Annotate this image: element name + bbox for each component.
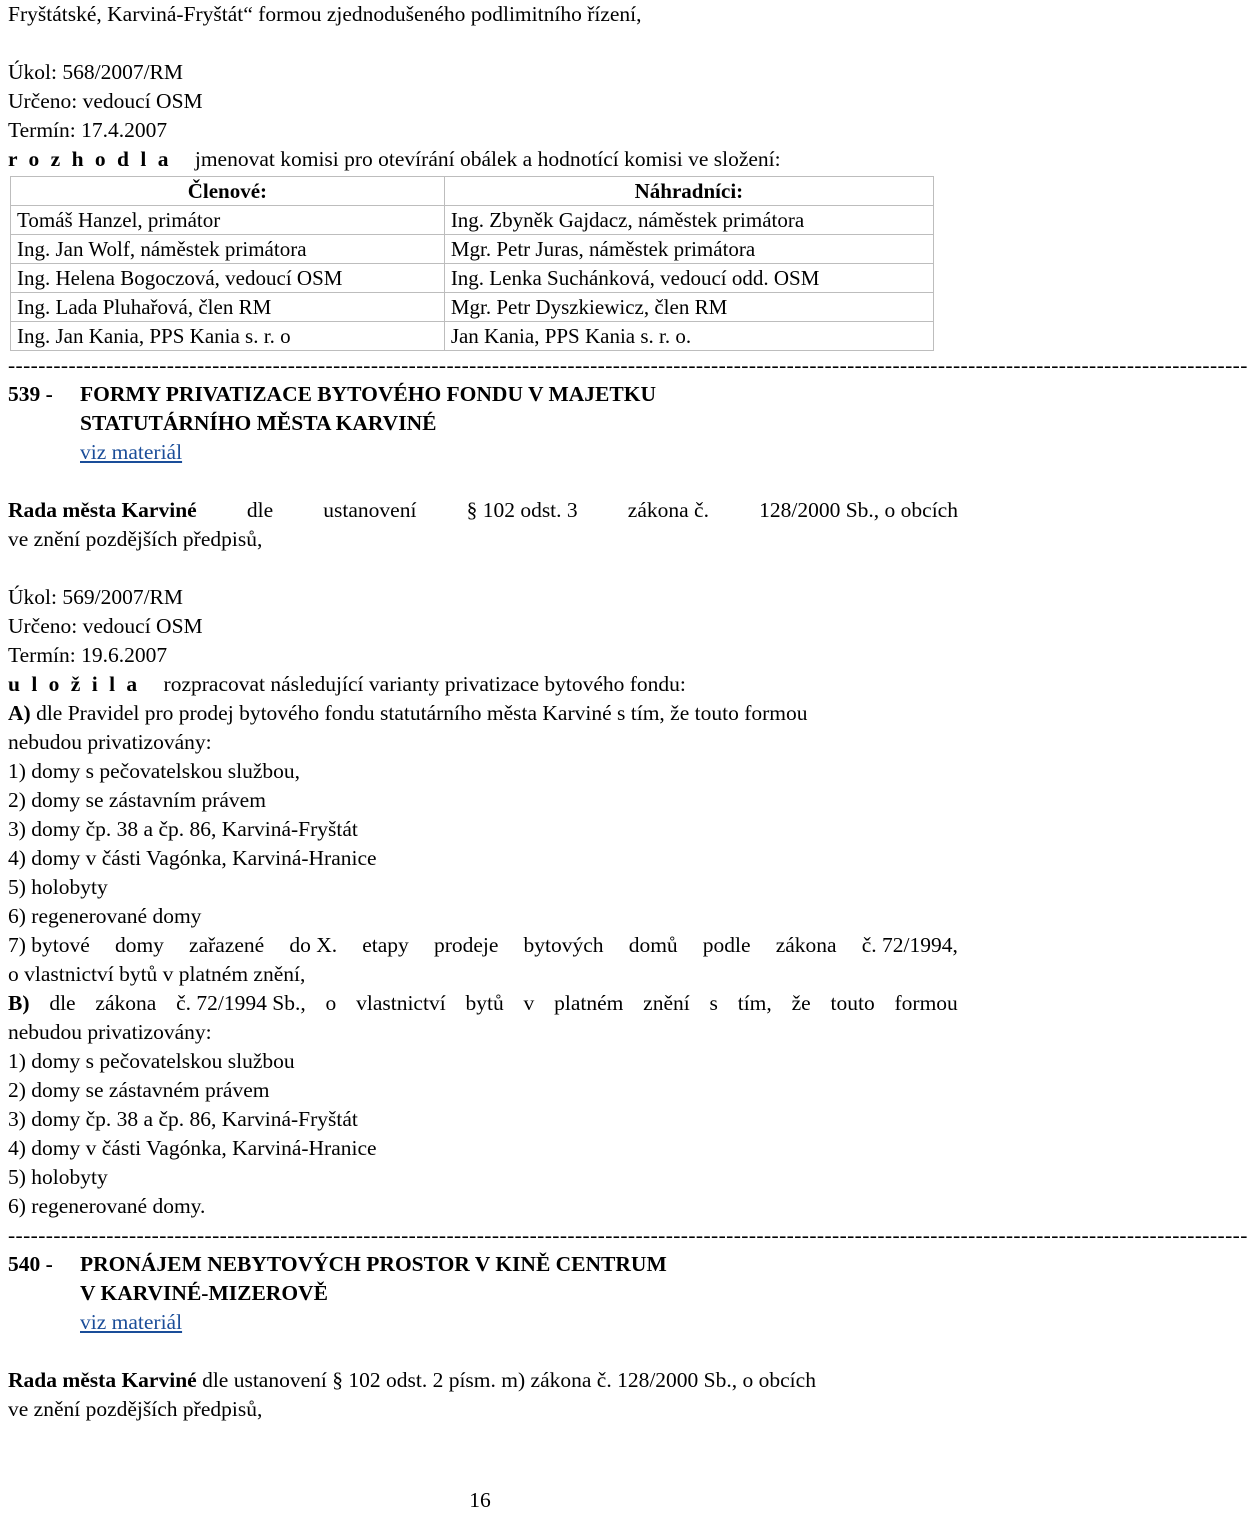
law-line-cont: ve znění pozdějších předpisů, — [8, 527, 263, 551]
item-number: 539 - — [8, 382, 53, 406]
member-cell: Ing. Jan Kania, PPS Kania s. r. o — [11, 322, 445, 351]
variant-label: B) — [8, 991, 30, 1015]
table-row — [11, 322, 934, 351]
page-number: 16 — [469, 1488, 491, 1512]
item-number: 540 - — [8, 1252, 53, 1276]
list-item: 6) regenerované domy. — [8, 1194, 206, 1218]
member-cell: Ing. Helena Bogoczová, vedoucí OSM — [11, 264, 445, 293]
list-item: 3) domy čp. 38 a čp. 86, Karviná-Fryštát — [8, 1107, 358, 1131]
resolution-line — [8, 145, 958, 174]
list-item: 1) domy s pečovatelskou službou, — [8, 759, 300, 783]
intro-line: Fryštátské, Karviná-Fryštát“ formou zjednodušeného podlimitního řízení, — [8, 2, 642, 26]
list-item: 3) domy čp. 38 a čp. 86, Karviná-Fryštát — [8, 817, 358, 841]
separator-line: -------------------------------------------------------------------------------------------------------------------------------------------------------------------- — [8, 353, 1248, 377]
law-line: Rada města Karviné dle ustanovení § 102 odst. 3 zákona č. 128/2000 Sb., o obcích — [8, 496, 958, 525]
list-item-cont: o vlastnictví bytů v platném znění, — [8, 962, 306, 986]
separator-line: -------------------------------------------------------------------------------------------------------------------------------------------------------------------- — [8, 1223, 1248, 1247]
item-title-line: FORMY PRIVATIZACE BYTOVÉHO FONDU V MAJETKU — [80, 382, 656, 406]
council-name: Rada města Karviné — [8, 1368, 197, 1392]
list-item: 5) holobyty — [8, 875, 108, 899]
list-item: 4) domy v části Vagónka, Karviná-Hranice — [8, 1136, 377, 1160]
table-row — [11, 206, 934, 235]
variant-label: A) — [8, 701, 31, 725]
task-assignee: Určeno: vedoucí OSM — [8, 614, 203, 638]
document-page — [8, 0, 1248, 1424]
substitute-cell: Ing. Lenka Suchánková, vedoucí odd. OSM — [444, 264, 933, 293]
committee-table — [10, 176, 934, 351]
table-row — [11, 293, 934, 322]
item-540-title — [8, 1250, 958, 1308]
item-title-line: V KARVINÉ-MIZEROVĚ — [80, 1281, 328, 1305]
item-title-line: STATUTÁRNÍHO MĚSTA KARVINÉ — [80, 411, 437, 435]
resolution-line — [8, 670, 958, 699]
table-row — [11, 264, 934, 293]
task-deadline: Termín: 17.4.2007 — [8, 118, 168, 142]
substitute-cell: Jan Kania, PPS Kania s. r. o. — [444, 322, 933, 351]
variant-a: A) dle Pravidel pro prodej bytového fondu statutárního města Karviné s tím, že touto formou — [8, 701, 808, 725]
material-link[interactable]: viz materiál — [80, 1310, 183, 1334]
task-number: Úkol: 568/2007/RM — [8, 60, 184, 84]
material-link[interactable]: viz materiál — [80, 440, 183, 464]
variant-b-cont: nebudou privatizovány: — [8, 1020, 212, 1044]
list-item: 6) regenerované domy — [8, 904, 202, 928]
variant-a-cont: nebudou privatizovány: — [8, 730, 212, 754]
list-item: 5) holobyty — [8, 1165, 108, 1189]
list-item: 1) domy s pečovatelskou službou — [8, 1049, 295, 1073]
list-item: 7) bytové domy zařazené do X. etapy prodeje bytových domů podle zákona č. 72/1994, — [8, 933, 958, 957]
members-header: Členové: — [11, 177, 445, 206]
list-item: 4) domy v části Vagónka, Karviná-Hranice — [8, 846, 377, 870]
resolution-text: jmenovat komisi pro otevírání obálek a hodnotící komisi ve složení: — [194, 147, 781, 171]
task-deadline: Termín: 19.6.2007 — [8, 643, 168, 667]
task-assignee: Určeno: vedoucí OSM — [8, 89, 203, 113]
member-cell: Tomáš Hanzel, primátor — [11, 206, 445, 235]
member-cell: Ing. Lada Pluhařová, člen RM — [11, 293, 445, 322]
substitute-cell: Mgr. Petr Dyszkiewicz, člen RM — [444, 293, 933, 322]
resolution-text: rozpracovat následující varianty privatizace bytového fondu: — [163, 672, 686, 696]
council-name: Rada města Karviné — [8, 498, 197, 522]
resolution-verb: r o z h o d l a — [8, 147, 172, 171]
list-item: 2) domy se zástavním právem — [8, 788, 266, 812]
item-539-title — [8, 380, 958, 438]
committee-header-row — [11, 177, 934, 206]
variant-b: B) dle zákona č. 72/1994 Sb., o vlastnictví bytů v platném znění s tím, že touto formou — [8, 989, 958, 1018]
substitute-cell: Ing. Zbyněk Gajdacz, náměstek primátora — [444, 206, 933, 235]
member-cell: Ing. Jan Wolf, náměstek primátora — [11, 235, 445, 264]
item-title-line: PRONÁJEM NEBYTOVÝCH PROSTOR V KINĚ CENTRUM — [80, 1252, 667, 1276]
law-line: Rada města Karviné dle ustanovení § 102 odst. 2 písm. m) zákona č. 128/2000 Sb., o obcích — [8, 1368, 816, 1392]
substitutes-header: Náhradníci: — [444, 177, 933, 206]
section-sign: § 102 odst. 3 — [466, 498, 578, 522]
resolution-verb: u l o ž i l a — [8, 672, 141, 696]
substitute-cell: Mgr. Petr Juras, náměstek primátora — [444, 235, 933, 264]
law-line-cont: ve znění pozdějších předpisů, — [8, 1397, 263, 1421]
table-row — [11, 235, 934, 264]
list-item: 2) domy se zástavném právem — [8, 1078, 270, 1102]
task-number: Úkol: 569/2007/RM — [8, 585, 184, 609]
